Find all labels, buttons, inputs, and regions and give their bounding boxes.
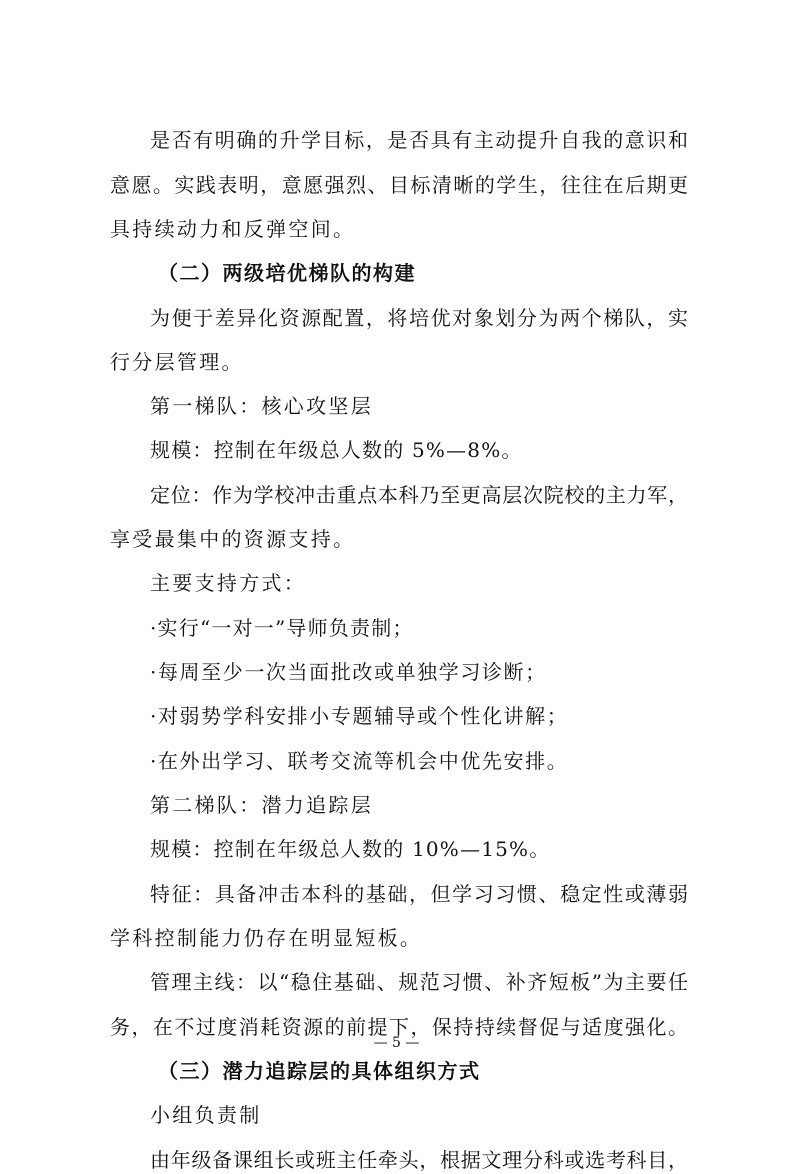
paragraph-line: 务，在不过度消耗资源的前提下，保持持续督促与适度强化。 (110, 1015, 688, 1039)
paragraph-line: 特征：具备冲击本科的基础，但学习习惯、稳定性或薄弱 (150, 882, 688, 906)
paragraph-line: 是否有明确的升学目标，是否具有主动提升自我的意识和 (150, 128, 688, 152)
paragraph-line: 定位：作为学校冲击重点本科乃至更高层次院校的主力军， (150, 483, 688, 507)
paragraph-line: 意愿。实践表明，意愿强烈、目标清晰的学生，往往在后期更 (110, 173, 688, 197)
paragraph-line: 管理主线：以“稳住基础、规范习惯、补齐短板”为主要任 (150, 970, 688, 994)
tier-scale: 规模：控制在年级总人数的 5%—8%。 (150, 438, 523, 462)
tier-title: 第一梯队：核心攻坚层 (150, 394, 373, 418)
paragraph-line: 为便于差异化资源配置，将培优对象划分为两个梯队，实 (150, 306, 688, 330)
page-number: — 5 — (373, 1035, 420, 1051)
support-title: 主要支持方式： (150, 571, 307, 595)
section-heading: （三）潜力追踪层的具体组织方式 (158, 1059, 481, 1083)
list-item: ·实行“一对一”导师负责制； (150, 616, 414, 640)
list-item: ·在外出学习、联考交流等机会中优先安排。 (150, 749, 569, 773)
section-heading: （二）两级培优梯队的构建 (158, 261, 416, 285)
paragraph-line: 由年级备课组长或班主任牵头，根据文理分科或选考科目， (150, 1148, 688, 1172)
list-item: ·对弱势学科安排小专题辅导或个性化讲解； (150, 704, 569, 728)
list-item: ·每周至少一次当面批改或单独学习诊断； (150, 660, 547, 684)
paragraph-line: 享受最集中的资源支持。 (110, 527, 356, 551)
subsection-title: 小组负责制 (150, 1103, 262, 1127)
tier-scale: 规模：控制在年级总人数的 10%—15%。 (150, 837, 551, 861)
paragraph-line: 行分层管理。 (110, 350, 244, 374)
tier-title: 第二梯队：潜力追踪层 (150, 793, 373, 817)
paragraph-line: 具持续动力和反弹空间。 (110, 217, 356, 241)
paragraph-line: 学科控制能力仍存在明显短板。 (110, 926, 423, 950)
